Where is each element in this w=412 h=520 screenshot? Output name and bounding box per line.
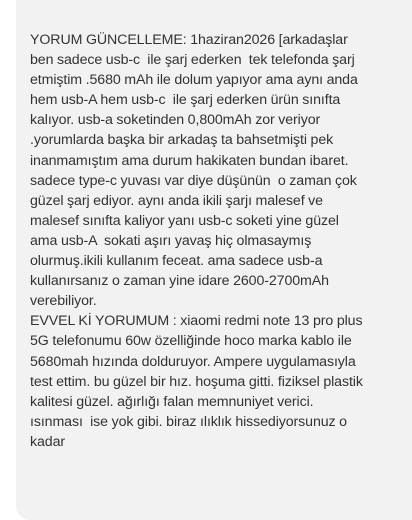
review-line: YORUM GÜNCELLEME: 1haziran2026 [arkadaşlar: [30, 32, 348, 48]
review-line: inanmamıştım ama durum hakikaten bundan ibaret.: [30, 152, 349, 169]
review-line: verebiliyor.: [30, 293, 97, 310]
review-line: kalıyor. usb-a soketinden 0,800mAh zor veriyor: [30, 112, 321, 129]
review-line: EVVEL Kİ YORUMUM : xiaomi redmi note 13 pro plus: [30, 313, 363, 330]
review-line: sadece type-c yuvası var diye düşünün o zaman çok: [30, 172, 357, 189]
review-line: ben sadece usb-c ile şarj ederken tek telefonda şarj: [30, 52, 355, 69]
review-line: malesef sınıfta kaliyor yanı usb-c soketi yine güzel: [30, 212, 339, 229]
review-line: 5680mah hızında dolduruyor. Ampere uygulamasıyla: [30, 353, 356, 370]
review-line: .yorumlarda başka bir arkadaş ta bahsetmişti pek: [30, 132, 334, 149]
review-line: hem usb-A hem usb-c ile şarj ederken ürün sınıfta: [30, 92, 341, 109]
review-line: etmiştim .5680 mAh ile dolum yapıyor ama aynı anda: [30, 72, 358, 89]
review-text: [30, 30, 404, 452]
review-line: 5G telefonumu 60w özelliğinde hoco marka kablo ile: [30, 333, 352, 350]
review-card: [16, 0, 412, 520]
review-line: test ettim. bu güzel bir hız. hoşuma gitti. fiziksel plastik: [30, 373, 363, 390]
review-line: ısınması ise yok gibi. biraz ılıklık hissediyorsunuz o: [30, 413, 347, 430]
review-line: güzel şarj ediyor. aynı anda ikili şarjı malesef ve: [30, 192, 323, 209]
review-line: kalitesi güzel. ağırlığı falan memnuniyet verici.: [30, 393, 314, 410]
review-line: ama usb-A sokati aşırı yavaş hiç olmasaymış: [30, 232, 312, 249]
review-line: kullanırsanız o zaman yine idare 2600-2700mAh: [30, 273, 329, 290]
review-line: kadar: [30, 433, 65, 450]
review-line: olurmuş.ikili kullanım feceat. ama sadece usb-a: [30, 253, 323, 270]
